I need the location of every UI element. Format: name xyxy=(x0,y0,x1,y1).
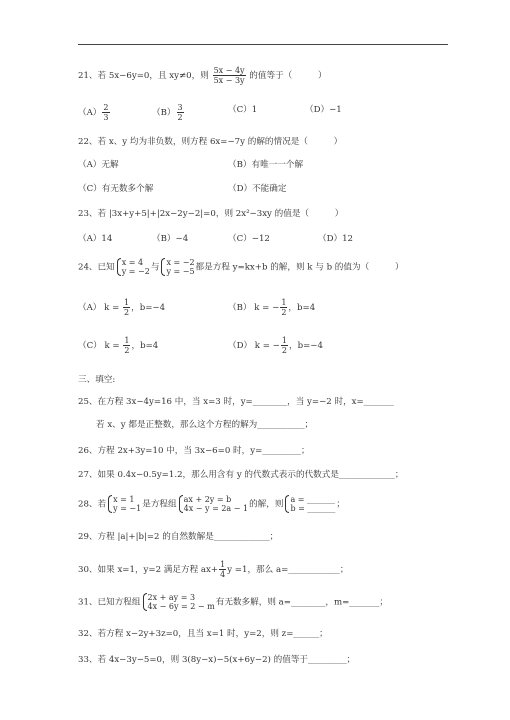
q21-fraction xyxy=(213,66,246,85)
q30-fraction: $\frac{1}{4}$ xyxy=(220,560,226,579)
q23-option-d: （D）12 xyxy=(318,234,354,244)
q21-stem-end: 的值等于（ ） xyxy=(246,71,327,81)
q23-option-b: （B）−4 xyxy=(152,234,189,244)
q22-option-b: （B）有唯一一个解 xyxy=(228,160,304,170)
question-28: 28、若 x = 1 y = −1 是方程组 ax + 2y = b 4x − y = 2a − 1 的解，则 a = _______ b = _______ ； xyxy=(78,495,345,513)
q28-answer-system: a = _______ b = _______ xyxy=(284,495,335,513)
question-25-line-2: 若 x、y 都是正整数，那么这个方程的解为___________； xyxy=(96,420,314,430)
q24-option-b: （B） k = − $\frac{1}{2}$ ，b=4 xyxy=(228,298,316,317)
q22-option-c: （C）有无数多个解 xyxy=(78,184,154,194)
q24-system-2: x = −2 y = −5 xyxy=(160,258,194,276)
q23-option-a: （A）14 xyxy=(78,234,113,244)
question-22: 22、若 x、y 均为非负数，则方程 6x=−7y 的解的情况是（ ） xyxy=(78,137,343,147)
question-25: 25、在方程 3x−4y=16 中，当 x=3 时，y=________，当 y=−2 时，x=_______ xyxy=(78,397,394,407)
q22-option-a: （A）无解 xyxy=(78,160,119,170)
q28-system-1: x = 1 y = −1 xyxy=(107,495,141,513)
q21-denominator: 5x − 3y xyxy=(213,76,245,85)
q21-option-c: （C）1 xyxy=(228,105,258,115)
question-30: 30、如果 x=1，y=2 满足方程 ax+ $\frac{1}{4}$ y =1，那么 a=____________； xyxy=(78,560,349,579)
question-23: 23、若 |3x+y+5|+|2x−2y−2|=0，则 2x²−3xy 的值是（ ） xyxy=(78,209,344,219)
header-rule xyxy=(78,44,448,45)
q21-option-a: （A） $\frac{2}{3}$ xyxy=(78,103,109,122)
question-26: 26、方程 2x+3y=10 中，当 3x−6=0 时，y=_________； xyxy=(78,446,310,456)
q21-stem-start: 21、若 5x−6y=0，且 xy≠0，则 xyxy=(78,71,212,81)
q23-option-c: （C）−12 xyxy=(228,234,270,244)
q28-system-2: ax + 2y = b 4x − y = 2a − 1 xyxy=(178,495,248,513)
q24-system-1: x = 4 y = −2 xyxy=(116,258,150,276)
q21-numerator: 5x − 4y xyxy=(213,66,245,75)
q31-system: 2x + ay = 3 4x − 6y = 2 − m xyxy=(142,593,215,611)
q24-option-c: （C） k = $\frac{1}{2}$ ，b=4 xyxy=(78,336,159,355)
question-29: 29、方程 |a|+|b|=2 的自然数解是_____________； xyxy=(78,532,279,542)
question-33: 33、若 4x−3y−5=0，则 3(8y−x)−5(x+6y−2) 的值等于_________； xyxy=(78,655,356,665)
q21-option-d: （D）−1 xyxy=(305,105,342,115)
question-27: 27、如果 0.4x−0.5y=1.2，那么用含有 y 的代数式表示的代数式是_____________； xyxy=(78,470,404,480)
question-31: 31、已知方程组 2x + ay = 3 4x − 6y = 2 − m 有无数多解，则 a=________，m=_______； xyxy=(78,593,388,611)
question-24: 24、已知 x = 4 y = −2 与 x = −2 y = −5 都是方程 y=kx+b 的解，则 k 与 b 的值为（ ） xyxy=(78,258,404,276)
q22-option-d: （D）不能确定 xyxy=(228,184,287,194)
q21-option-b: （B） $\frac{3}{2}$ xyxy=(152,103,183,122)
q24-option-a: （A） k = $\frac{1}{2}$ ，b=−4 xyxy=(78,298,166,317)
q24-option-d: （D） k = − $\frac{1}{2}$ ，b=−4 xyxy=(228,336,323,355)
question-32: 32、若方程 x−2y+3z=0，且当 x=1 时，y=2，则 z=______； xyxy=(78,629,328,639)
question-21 xyxy=(78,66,327,85)
section-heading: 三、填空: xyxy=(78,375,116,385)
